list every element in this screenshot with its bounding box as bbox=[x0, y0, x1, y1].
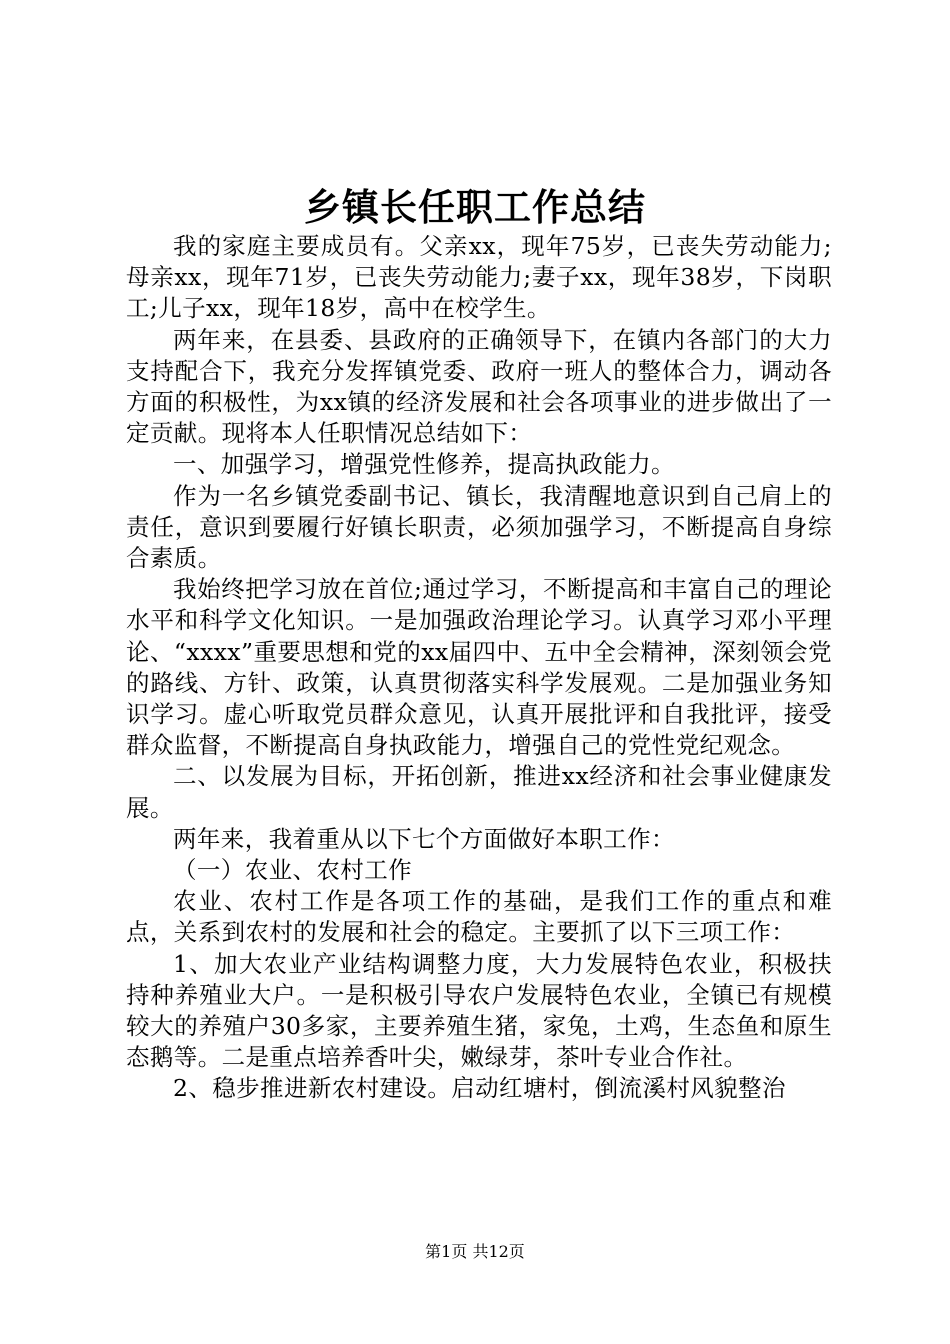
page-footer: 第1页 共12页 bbox=[425, 1242, 525, 1261]
paragraph-item-1: 1、加大农业产业结构调整力度，大力发展特色农业，积极扶持种养殖业大户。一是积极引导农户发展特色农业，全镇已有规模较大的养殖户30多家，主要养殖生猪，家兔，土鸡，生态鱼和原生态鹅等。二是重点培养香叶尖，嫩绿芽，茶叶专业合作社。 bbox=[126, 949, 832, 1072]
paragraph-study: 我始终把学习放在首位;通过学习，不断提高和丰富自己的理论水平和科学文化知识。一是加强政治理论学习。认真学习邓小平理论、“xxxx”重要思想和党的xx届四中、五中全会精神，深刻领会党的路线、方针、政策，认真贯彻落实科学发展观。二是加强业务知识学习。虚心听取党员群众意见，认真开展批评和自我批评，接受群众监督，不断提高自身执政能力，增强自己的党性党纪观念。 bbox=[126, 575, 832, 760]
paragraph-responsibility: 作为一名乡镇党委副书记、镇长，我清醒地意识到自己肩上的责任，意识到要履行好镇长职责，必须加强学习，不断提高自身综合素质。 bbox=[126, 481, 832, 573]
paragraph-seven-aspects: 两年来，我着重从以下七个方面做好本职工作： bbox=[173, 824, 675, 853]
document-body bbox=[126, 231, 832, 1105]
document-title: 乡镇长任职工作总结 bbox=[304, 185, 646, 229]
paragraph-introduction: 两年来，在县委、县政府的正确领导下，在镇内各部门的大力支持配合下，我充分发挥镇党委、政府一班人的整体合力，调动各方面的积极性，为xx镇的经济发展和社会各项事业的进步做出了一定贡献。现将本人任职情况总结如下： bbox=[126, 325, 832, 448]
paragraph-agriculture-overview: 农业、农村工作是各项工作的基础，是我们工作的重点和难点，关系到农村的发展和社会的稳定。主要抓了以下三项工作： bbox=[126, 887, 832, 947]
paragraph-family-members: 我的家庭主要成员有。父亲xx，现年75岁，已丧失劳动能力;母亲xx，现年71岁，已丧失劳动能力;妻子xx，现年38岁，下岗职工;儿子xx，现年18岁，高中在校学生。 bbox=[126, 232, 832, 323]
subsection-heading-agriculture: （一）农业、农村工作 bbox=[173, 856, 412, 885]
section-heading-2: 二、以发展为目标，开拓创新，推进xx经济和社会事业健康发展。 bbox=[126, 762, 832, 822]
section-heading-1: 一、加强学习，增强党性修养，提高执政能力。 bbox=[173, 450, 675, 479]
paragraph-item-2: 2、稳步推进新农村建设。启动红塘村，倒流溪村风貌整治 bbox=[173, 1074, 786, 1103]
